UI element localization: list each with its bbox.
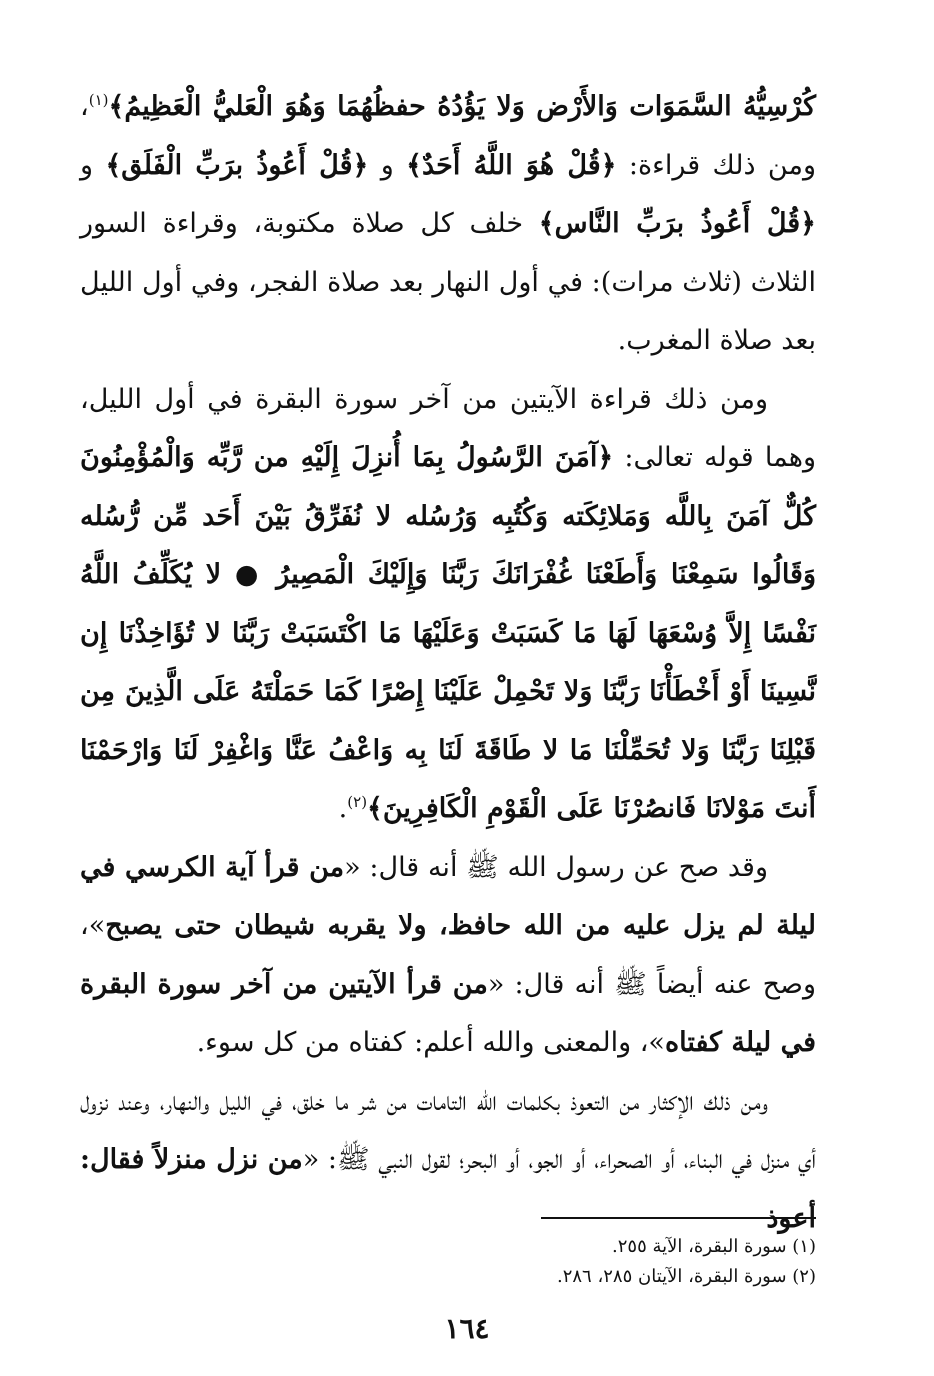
footnote-marker: (١) [88,91,109,109]
body-span: وقد صح عن رسول الله ﷺ أنه قال: « [344,851,768,883]
body-span: و [80,149,106,181]
body-span: »، والمعنى والله أعلم: كفتاه من كل سوء. [196,1027,665,1058]
footnote-2: (٢) سورة البقرة، الآيتان ٢٨٥، ٢٨٦. [556,1266,816,1287]
body-span: ومن ذلك قراءة الآيتين من آخر سورة البقرة في أول الليل، وهما قوله تعالى: [80,383,816,473]
quran-text: ﴿آمَنَ الرَّسُولُ بِمَا أُنزِلَ إِلَيْهِ من رَّبِّه وَالْمُؤْمِنُونَ كُلٌّ آمَنَ بِاللَّه وَمَلائِكَته وَكُتُبِه وَرُسُله لا نُفَرِّقُ بَيْنَ أَحَد مِّن رُّسُله وَقَالُوا سَمِعْنَا وَأَطَعْنَا غُفْرَانَكَ رَبَّنَا وَإِلَيْكَ الْمَصِيرُ ● لا يُكَلِّفُ اللَّهُ نَفْسًا إِلاَّ وُسْعَهَا لَهَا مَا كَسَبَتْ وَعَلَيْهَا مَا اكْتَسَبَتْ رَبَّنَا لا تُؤَاخِذْنَا إِن نَّسِينَا أَوْ أَخْطَأْنَا رَبَّنَا وَلا تَحْمِلْ عَلَيْنَا إِصْرًا كَمَا حَمَلْتَهُ عَلَى الَّذِينَ مِن قَبْلِنَا رَبَّنَا وَلا تُحَمِّلْنَا مَا لا طَاقَةَ لَنَا بِه وَاعْفُ عَنَّا وَاغْفِرْ لَنَا وَارْحَمْنَا أَنتَ مَوْلانَا فَانصُرْنَا عَلَى الْقَوْمِ الْكَافِرِينَ﴾ [80,442,816,824]
body-span: ، ومن ذلك قراءة: [80,91,816,181]
paragraph-hadith-kursi [80,839,816,1073]
body-span: و [368,149,407,181]
paragraph-ayat-al-kursi-ending [80,78,816,371]
quran-text: ﴿قُلْ أَعُوذُ برَبِّ الْفَلَق﴾ [105,149,369,181]
quran-text: ﴿قُلْ هُوَ اللَّهُ أَحَدٌ﴾ [406,149,617,181]
quran-text: كُرْسِيُّهُ السَّمَوَات وَالأَرْض وَلا يَؤُدُهُ حفظُهُمَا وَهُوَ الْعَليُّ الْعَظِيمُ﴾ [108,91,816,122]
footnote-divider [541,1217,816,1219]
page-number: ١٦٤ [444,1312,490,1345]
paragraph-taawwudh [80,1073,816,1249]
body-text [80,78,816,1248]
quran-text: ﴿قُلْ أَعُوذُ برَبِّ النَّاس﴾ [538,208,817,239]
footnotes [216,1232,816,1292]
body-span: خلف كل صلاة مكتوبة، وقراءة السور الثلاث (ثلاث مرات): في أول النهار بعد صلاة الفجر، وفي أول الليل بعد صلاة المغرب. [80,208,816,356]
footnote-marker: (٢) [347,793,368,811]
hadith-text: من نزل منزلاً فقال: أعوذ [80,1144,816,1234]
hadith-text: من قرأ الآيتين من آخر سورة البقرة في ليلة كفتاه [80,968,816,1058]
body-span: . [338,793,348,824]
paragraph-baqarah-last-verses [80,371,816,839]
body-span: ومن ذلك الإكثار من التعوذ بكلمات الله التامات من شر ما خلق، في الليل والنهار، وعند نزول أي منزل في البناء، أو الصحراء، أو الجو، أو البحر؛ لقول النبي ﷺ: « [80,1085,816,1175]
body-span: »، وصح عنه أيضاً ﷺ أنه قال: « [80,910,816,1000]
footnote-1: (١) سورة البقرة، الآية ٢٥٥. [612,1236,816,1257]
hadith-text: من قرأ آية الكرسي في ليلة لم يزل عليه من الله حافظ، ولا يقربه شيطان حتى يصبح [80,851,816,941]
